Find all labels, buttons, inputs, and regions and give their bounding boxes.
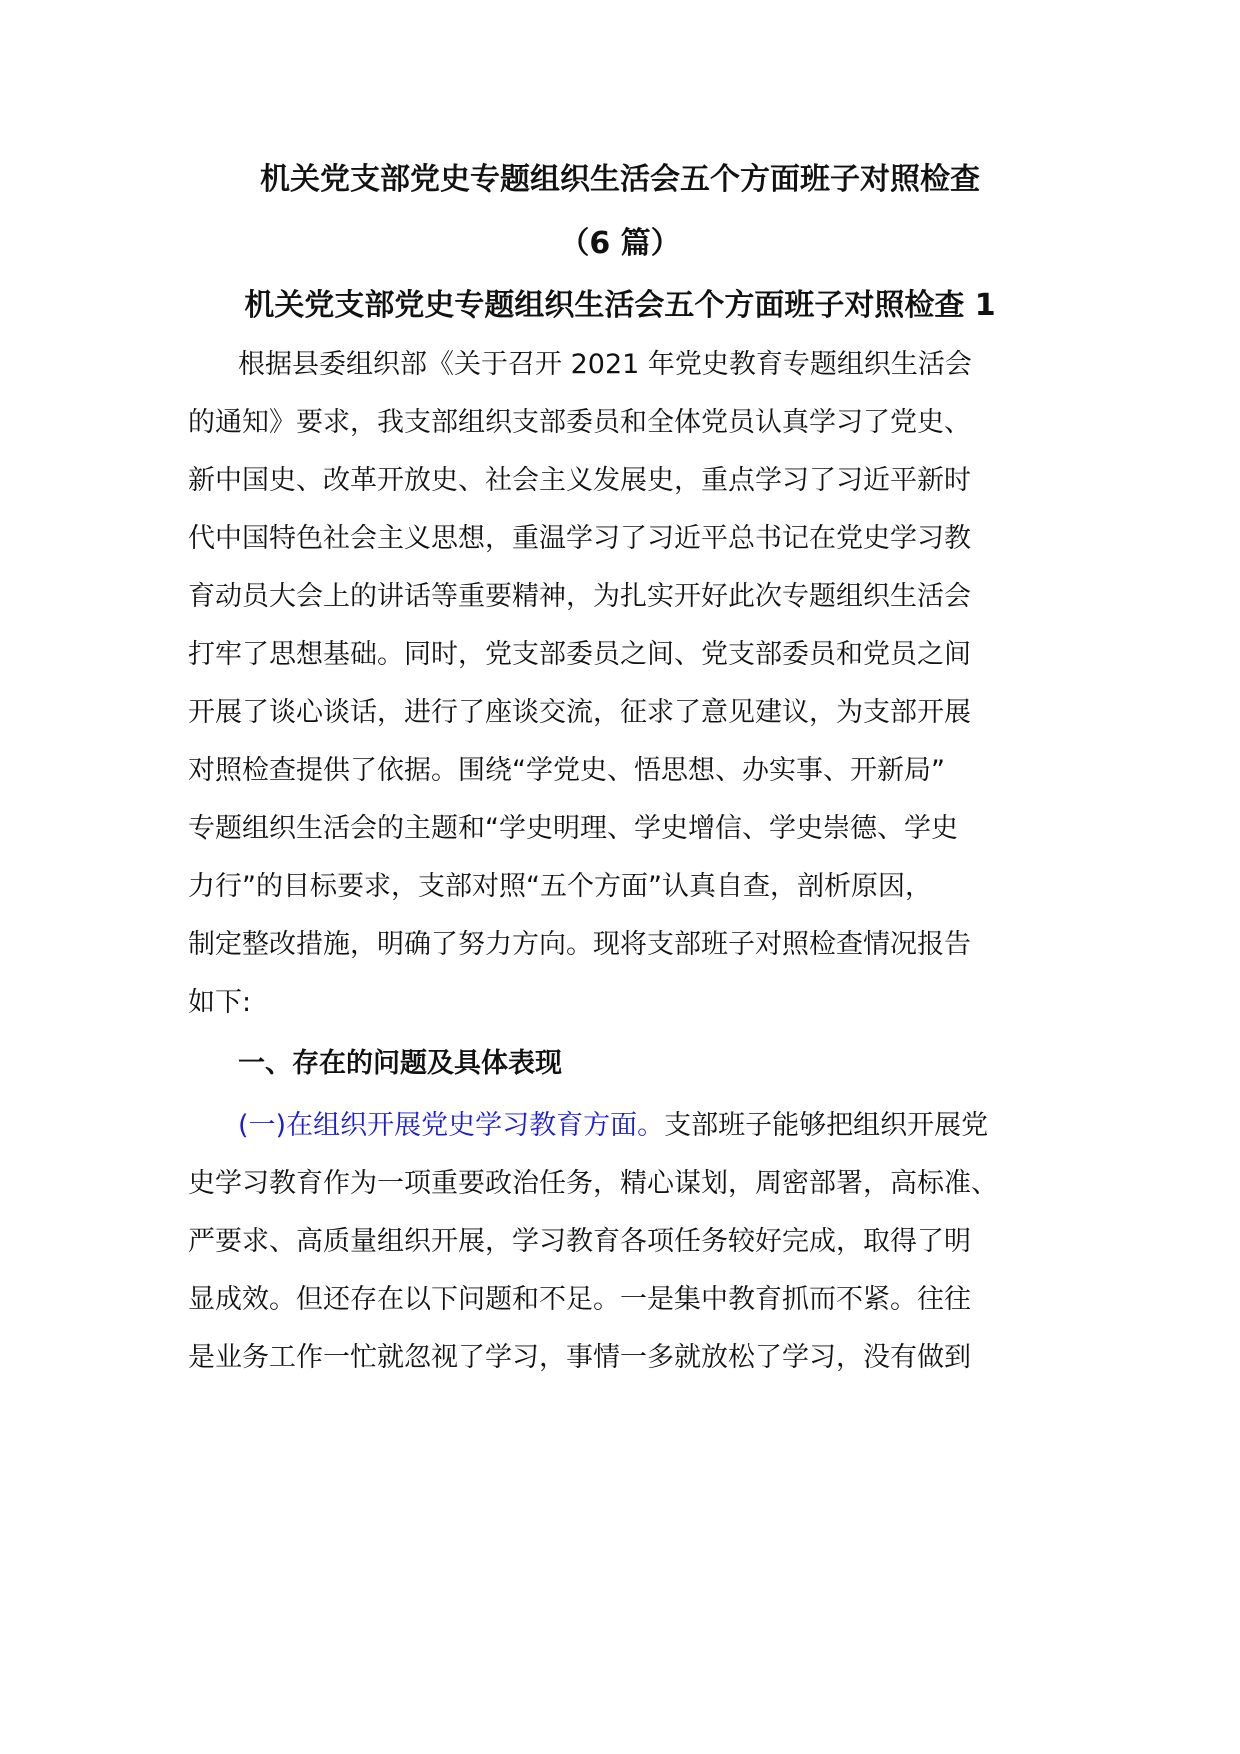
paragraph-line: 是业务工作一忙就忽视了学习，事情一多就放松了学习，没有做到 bbox=[188, 1342, 971, 1373]
section-first-line bbox=[238, 1108, 1118, 1144]
document-title-count: （6 篇） bbox=[559, 226, 681, 261]
paragraph-line: 打牢了思想基础。同时，党支部委员之间、党支部委员和党员之间 bbox=[188, 639, 971, 670]
subsection-heading: (一)在组织开展党史学习教育方面。 bbox=[238, 1110, 665, 1141]
document-title: 机关党支部党史专题组织生活会五个方面班子对照检查 bbox=[260, 162, 980, 197]
paragraph-line: 的通知》要求，我支部组织支部委员和全体党员认真学习了党史、 bbox=[188, 407, 971, 438]
paragraph-line: 育动员大会上的讲话等重要精神，为扎实开好此次专题组织生活会 bbox=[188, 581, 971, 612]
paragraph-line: 新中国史、改革开放史、社会主义发展史，重点学习了习近平新时 bbox=[188, 465, 971, 496]
paragraph-line: 代中国特色社会主义思想，重温学习了习近平总书记在党史学习教 bbox=[188, 523, 971, 554]
paragraph-line: 史学习教育作为一项重要政治任务，精心谋划，周密部署，高标准、 bbox=[188, 1168, 998, 1199]
subsection-text: 支部班子能够把组织开展党 bbox=[664, 1110, 989, 1141]
paragraph-line: 严要求、高质量组织开展，学习教育各项任务较好完成，取得了明 bbox=[188, 1226, 971, 1257]
paragraph-line: 开展了谈心谈话，进行了座谈交流，征求了意见建议，为支部开展 bbox=[188, 697, 971, 728]
paragraph-line: 对照检查提供了依据。围绕“学党史、悟思想、办实事、开新局” bbox=[188, 755, 945, 786]
section-heading: 一、存在的问题及具体表现 bbox=[238, 1048, 562, 1079]
paragraph-line: 制定整改措施，明确了努力方向。现将支部班子对照检查情况报告 bbox=[188, 929, 971, 960]
paragraph-line: 根据县委组织部《关于召开 2021 年党史教育专题组织生活会 bbox=[238, 349, 972, 380]
paragraph-line: 力行”的目标要求，支部对照“五个方面”认真自查，剖析原因， bbox=[188, 871, 932, 902]
document-subtitle: 机关党支部党史专题组织生活会五个方面班子对照检查 1 bbox=[244, 288, 996, 323]
paragraph-line: 专题组织生活会的主题和“学史明理、学史增信、学史崇德、学史 bbox=[188, 813, 958, 844]
paragraph-line: 显成效。但还存在以下问题和不足。一是集中教育抓而不紧。往往 bbox=[188, 1284, 971, 1315]
paragraph-line: 如下: bbox=[188, 987, 252, 1018]
